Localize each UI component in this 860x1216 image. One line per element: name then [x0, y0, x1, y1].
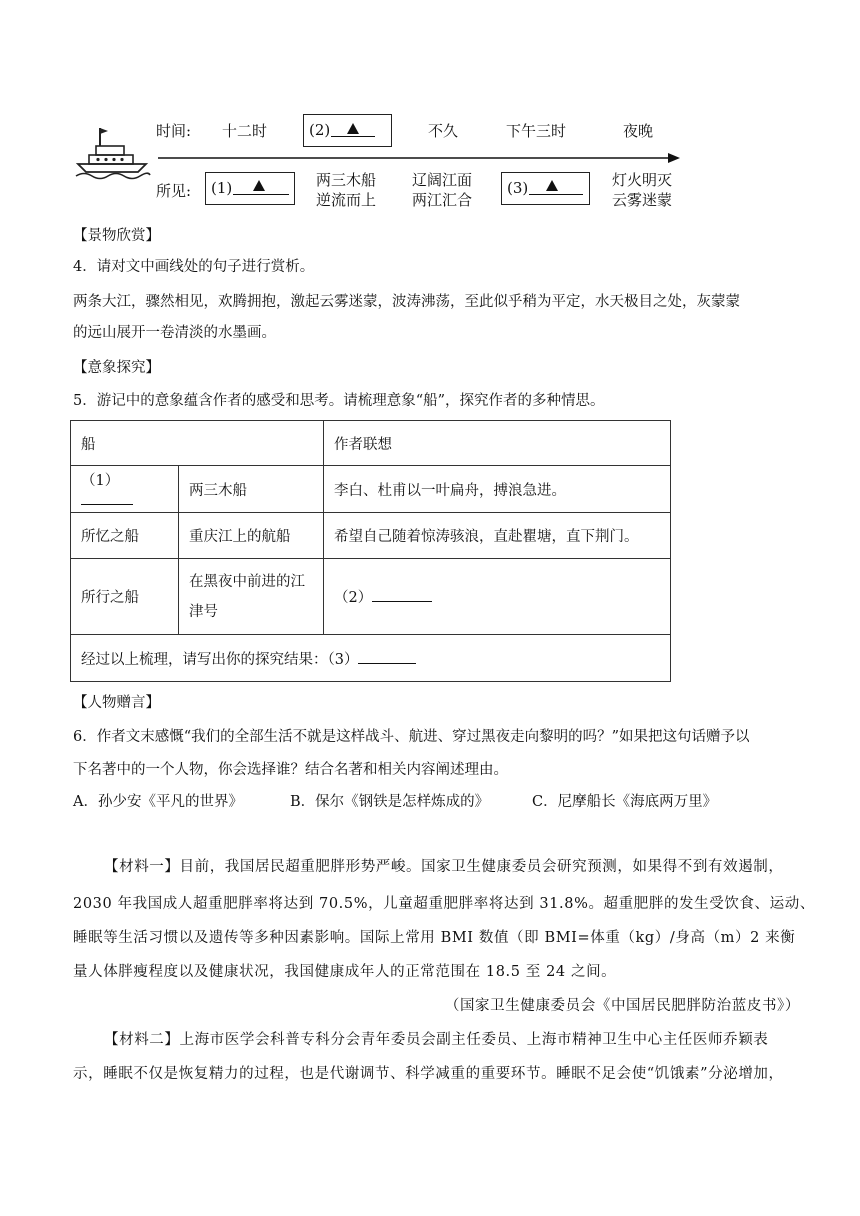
blank-2-label: (2) [309, 121, 331, 139]
material-1-line-3: 睡眠等生活习惯以及遗传等多种因素影响。国际上常用 BMI 数值（即 BMI=体重（kg）/身高（m）2 来衡 [73, 930, 796, 946]
table-cell: 李白、杜甫以一叶扁舟，搏浪急进。 [324, 466, 671, 513]
question-6-line-1 [73, 722, 750, 752]
question-text: 请对文中画线处的句子进行赏析。 [96, 259, 315, 275]
table-cell: 两三木船 [179, 466, 324, 513]
option-a: A．孙少安《平凡的世界》 [73, 794, 243, 810]
table-cell: 所忆之船 [71, 513, 179, 559]
table-row [71, 513, 671, 559]
table-cell: （1） [71, 466, 179, 513]
quote-line-2: 的远山展开一卷清淡的水墨画。 [73, 325, 276, 341]
time-label: 时间: [156, 122, 192, 140]
ship-icon [74, 120, 152, 182]
time-blank-box [303, 114, 392, 147]
table-cell: 希望自己随着惊涛骇浪，直赴瞿塘，直下荆门。 [324, 513, 671, 559]
question-number: 4． [73, 259, 97, 275]
seen-river-line1: 辽阔江面 [412, 171, 473, 189]
table-row [71, 466, 671, 513]
blank-line [358, 649, 416, 664]
seen-label: 所见: [156, 182, 192, 200]
material-label: 【材料一】 [104, 859, 180, 875]
option-c: C．尼摩船长《海底两万里》 [532, 794, 718, 810]
table-footer-row [71, 635, 671, 682]
question-5 [73, 386, 605, 416]
seen-night-line1: 灯火明灭 [612, 171, 673, 189]
blank-3-label: (3) [507, 179, 529, 197]
blank-1-label: (1) [211, 179, 233, 197]
question-text: 作者文末感慨“我们的全部生活不就是这样战斗、航进、穿过黑夜走向黎明的吗？”如果把这句话赠予以 [96, 729, 750, 745]
material-1-line-1: 【材料一】目前，我国居民超重肥胖形势严峻。国家卫生健康委员会研究预测，如果得不到有效遏制， [104, 859, 784, 875]
seen-river-line2: 两江汇合 [412, 191, 473, 209]
boat-table [70, 420, 671, 682]
question-number: 5． [73, 393, 97, 409]
triangle-icon [253, 180, 265, 191]
material-1-line-2: 2030 年我国成人超重肥胖率将达到 70.5%，儿童超重肥胖率将达到 31.8%。超重肥胖的发生受饮食、运动、 [73, 896, 815, 912]
question-6-line-2: 下名著中的一个人物，你会选择谁？结合名著和相关内容阐述理由。 [73, 762, 508, 778]
quote-line-1: 两条大江，骤然相见，欢腾拥抱，激起云雾迷蒙，波涛沸荡，至此似乎稍为平定，水天极目之处，灰蒙蒙 [73, 294, 740, 310]
blank-line [372, 587, 432, 602]
time-noon: 十二时 [222, 122, 268, 140]
seen-night-line2: 云雾迷蒙 [612, 191, 673, 209]
triangle-icon [546, 180, 558, 191]
table-header-row [71, 421, 671, 466]
question-text: 游记中的意象蕴含作者的感受和思考。请梳理意象“船”，探究作者的多种情思。 [96, 393, 605, 409]
time-soon: 不久 [428, 122, 459, 140]
material-1-line-4: 量人体胖瘦程度以及健康状况，我国健康成年人的正常范围在 18.5 至 24 之间。 [73, 964, 617, 980]
material-2-line-1: 【材料二】上海市医学会科普专科分会青年委员会副主任委员、上海市精神卫生中心主任医师乔颖表 [104, 1032, 769, 1048]
timeline-arrow [158, 152, 682, 164]
table-cell: （2） [324, 559, 671, 635]
table-cell: 所行之船 [71, 559, 179, 635]
blank-line [81, 490, 133, 505]
material-2-line-2: 示，睡眠不仅是恢复精力的过程，也是代谢调节、科学减重的重要环节。睡眠不足会使“饥饿素”分泌增加， [73, 1066, 784, 1082]
question-number: 6． [73, 729, 97, 745]
option-b: B．保尔《钢铁是怎样炼成的》 [290, 794, 490, 810]
table-row [71, 559, 671, 635]
header-boat: 船 [71, 421, 324, 466]
question-4 [73, 252, 314, 282]
material-label: 【材料二】 [104, 1032, 180, 1048]
triangle-icon [347, 123, 359, 134]
seen-blank-box-3 [501, 172, 590, 205]
table-cell: 重庆江上的航船 [179, 513, 324, 559]
time-night: 夜晚 [623, 122, 654, 140]
time-3pm: 下午三时 [506, 122, 567, 140]
section-heading-scenery: 【景物欣赏】 [73, 228, 160, 244]
table-cell: 在黑夜中前进的江 津号 [179, 559, 324, 635]
seen-blank-box-1 [205, 172, 295, 205]
seen-boats-line2: 逆流而上 [316, 191, 377, 209]
table-cell: 经过以上梳理，请写出你的探究结果：（3） [71, 635, 671, 682]
header-association: 作者联想 [324, 421, 671, 466]
seen-boats-line1: 两三木船 [316, 171, 377, 189]
section-heading-imagery: 【意象探究】 [73, 360, 160, 376]
material-1-source: （国家卫生健康委员会《中国居民肥胖防治蓝皮书》） [444, 998, 800, 1014]
section-heading-gift: 【人物赠言】 [73, 695, 160, 711]
